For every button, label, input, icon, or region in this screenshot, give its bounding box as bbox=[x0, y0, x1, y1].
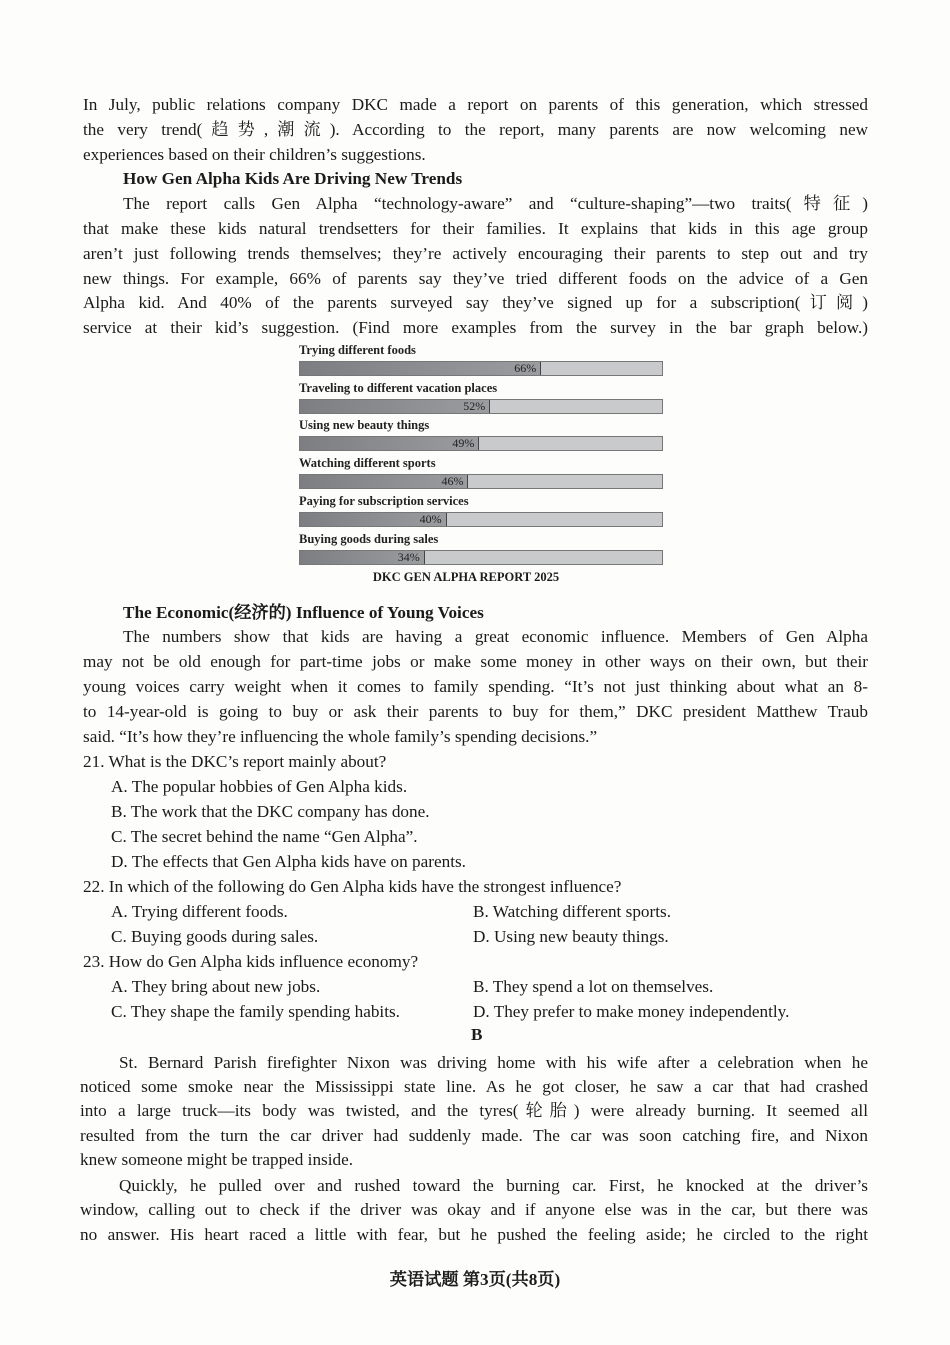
question-stem: 23. How do Gen Alpha kids influence economy? bbox=[83, 952, 419, 971]
text-line: In July, public relations company DKC made a report on parents of this generation, which stressed bbox=[83, 95, 868, 114]
text-line: Quickly, he pulled over and rushed toward the burning car. First, he knocked at the driver’s bbox=[119, 1176, 868, 1195]
text-line: Alpha kid. And 40% of the parents surveyed say they’ve signed up for a subscription(订阅) bbox=[83, 293, 868, 312]
text-line: aren’t just following trends themselves; they’re actively encouraging their parents to step out and try bbox=[83, 244, 868, 263]
question-stem: 22. In which of the following do Gen Alpha kids have the strongest influence? bbox=[83, 877, 622, 896]
text-line: that make these kids natural trendsetters for their families. It explains that kids in this age group bbox=[83, 219, 868, 238]
passage-label: B bbox=[471, 1025, 483, 1044]
bar-chart bbox=[296, 342, 668, 590]
text-line: St. Bernard Parish firefighter Nixon was driving home with his wife after a celebration when he bbox=[119, 1053, 868, 1072]
answer-option: D. They prefer to make money independently. bbox=[473, 1002, 790, 1021]
text-line: may not be old enough for part-time jobs or make some money in other ways on their own, but their bbox=[83, 652, 868, 671]
text-line: resulted from the turn the car driver had suddenly made. The car was soon catching fire, and Nixon bbox=[80, 1126, 868, 1145]
bar-track bbox=[299, 399, 663, 414]
bar-value-label: 40% bbox=[419, 511, 442, 526]
answer-option: D. Using new beauty things. bbox=[473, 927, 669, 946]
text-line: knew someone might be trapped inside. bbox=[80, 1150, 354, 1169]
bar-category-label: Watching different sports bbox=[299, 456, 436, 471]
text-line: to 14-year-old is going to buy or ask their parents to buy for them,” DKC president Matthew Traub bbox=[83, 702, 868, 721]
text-line: new things. For example, 66% of parents say they’ve tried different foods on the advice of a Gen bbox=[83, 269, 868, 288]
text-line: the very trend(趋势,潮流). According to the report, many parents are now welcoming new bbox=[83, 120, 868, 139]
text-line: said. “It’s how they’re influencing the whole family’s spending decisions.” bbox=[83, 727, 598, 746]
bar-track bbox=[299, 512, 663, 527]
bar-value-label: 49% bbox=[452, 436, 475, 451]
bar-track bbox=[299, 474, 663, 489]
text-line: The numbers show that kids are having a great economic influence. Members of Gen Alpha bbox=[123, 627, 868, 646]
bar-category-label: Traveling to different vacation places bbox=[299, 380, 498, 395]
bar-value-label: 46% bbox=[441, 474, 464, 489]
bar-category-label: Buying goods during sales bbox=[299, 531, 439, 546]
text-line: noticed some smoke near the Mississippi state line. As he got closer, he saw a car that had crashed bbox=[80, 1077, 868, 1096]
bar-value-label: 52% bbox=[463, 398, 486, 413]
text-line: no answer. His heart raced a little with fear, but he pushed the feeling aside; he circled to the right bbox=[80, 1225, 868, 1244]
text-line: The report calls Gen Alpha “technology-aware” and “culture-shaping”—two traits(特征) bbox=[123, 194, 868, 213]
bar-category-label: Using new beauty things bbox=[299, 418, 430, 433]
answer-option: C. They shape the family spending habits. bbox=[111, 1002, 400, 1021]
bar-category-label: Paying for subscription services bbox=[299, 493, 469, 508]
bar-track bbox=[299, 550, 663, 565]
bar-value-label: 66% bbox=[514, 361, 537, 375]
page-footer: 英语试题 第3页(共8页) bbox=[389, 1270, 561, 1289]
section-heading: How Gen Alpha Kids Are Driving New Trends bbox=[123, 169, 463, 188]
text-line: window, calling out to check if the driver was okay and if anyone else was in the car, but there was bbox=[80, 1200, 868, 1219]
answer-option: A. They bring about new jobs. bbox=[111, 977, 321, 996]
answer-option: B. Watching different sports. bbox=[473, 902, 671, 921]
answer-option: B. The work that the DKC company has done. bbox=[111, 802, 430, 821]
question-stem: 21. What is the DKC’s report mainly about? bbox=[83, 752, 387, 771]
chart-title: DKC GEN ALPHA REPORT 2025 bbox=[372, 570, 560, 584]
answer-option: A. Trying different foods. bbox=[111, 902, 288, 921]
answer-option: C. Buying goods during sales. bbox=[111, 927, 319, 946]
section-heading: The Economic(经济的) Influence of Young Voices bbox=[123, 603, 484, 622]
answer-option: A. The popular hobbies of Gen Alpha kids. bbox=[111, 777, 408, 796]
text-line: service at their kid’s suggestion. (Find more examples from the survey in the bar graph below.) bbox=[83, 318, 868, 337]
text-line: into a large truck—its body was twisted, and the tyres(轮胎) were already burning. It seemed all bbox=[80, 1101, 868, 1120]
text-line: experiences based on their children’s suggestions. bbox=[83, 145, 426, 164]
answer-option: D. The effects that Gen Alpha kids have on parents. bbox=[111, 852, 466, 871]
bar-track bbox=[299, 361, 663, 376]
bar-category-label: Trying different foods bbox=[299, 343, 416, 357]
bar-track bbox=[299, 436, 663, 451]
answer-option: B. They spend a lot on themselves. bbox=[473, 977, 714, 996]
bar-value-label: 34% bbox=[397, 549, 420, 564]
answer-option: C. The secret behind the name “Gen Alpha”. bbox=[111, 827, 418, 846]
text-line: young voices carry weight when it comes to family spending. “It’s not just thinking about what an 8- bbox=[83, 677, 868, 696]
